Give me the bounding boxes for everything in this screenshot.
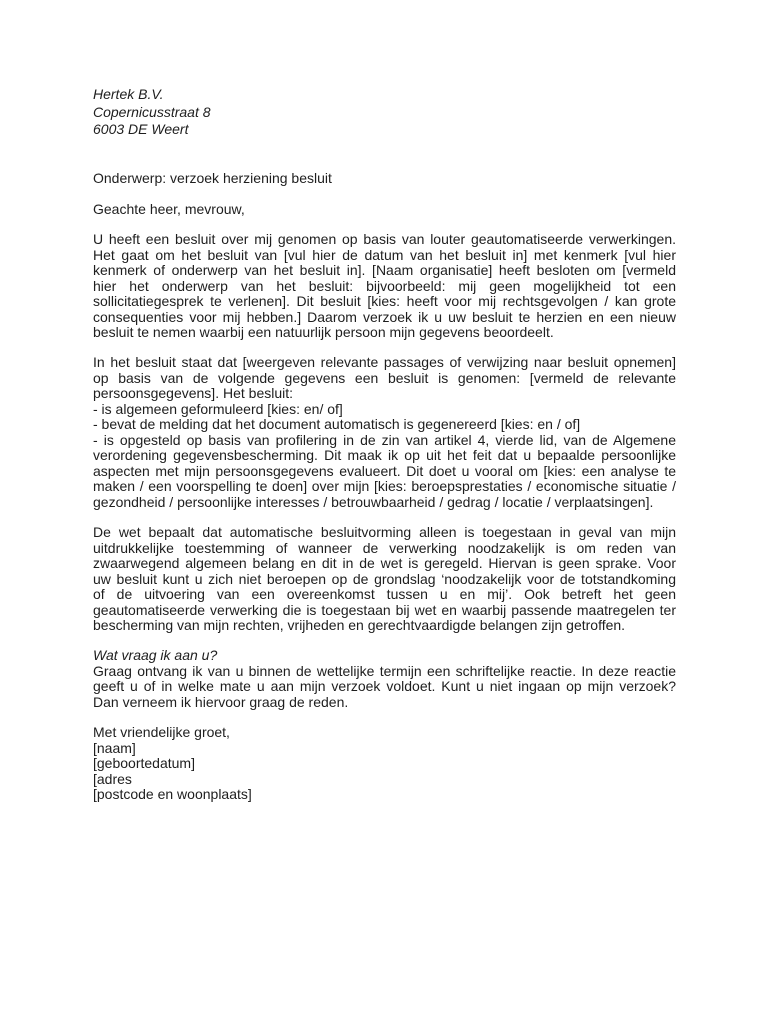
paragraph-line: gezondheid / persoonlijke interesses / betrouwbaarheid / gedrag / locatie / verplaatsingen].: [93, 493, 654, 510]
paragraph-line: sollicitatiegesprek te verlenen]. Dit besluit [kies: heeft voor mij rechtsgevolgen / kan grote: [93, 293, 676, 309]
paragraph-line: verordening gegevensbescherming. Dit maak ik op uit het feit dat u bepaalde persoonlijke: [93, 447, 676, 463]
paragraph-line: zwaarwegend algemeen belang en dit in de wet is geregeld. Hiervan is geen sprake. Voor: [93, 555, 676, 571]
sender-birth-date: [geboortedatum]: [93, 755, 195, 771]
paragraph-line: geautomatiseerde verwerking die is toegestaan bij wet en waarbij passende maatregelen ter: [93, 601, 676, 618]
paragraph-line: Het gaat om het besluit van [vul hier de datum van het besluit in] met kenmerk [vul hier: [93, 246, 676, 263]
recipient-address: [93, 86, 676, 139]
salutation-text: Geachte heer, mevrouw,: [93, 201, 245, 217]
paragraph-line: uw besluit kunt u zich niet beroepen op de grondslag ‘noodzakelijk voor de totstandkoming: [93, 570, 676, 587]
sender-address: [adres: [93, 770, 132, 787]
paragraph-line: Dan verneem ik hiervoor graag de reden.: [93, 693, 349, 710]
recipient-postal-city: 6003 DE Weert: [93, 121, 189, 137]
subject-text: Onderwerp: verzoek herziening besluit: [93, 170, 332, 186]
paragraph-3: [93, 525, 676, 634]
sender-name: [naam]: [93, 739, 136, 756]
paragraph-line: bescherming van mijn rechten, vrijheden en gerechtvaardigde belangen zijn getroffen.: [93, 617, 626, 633]
paragraph-line: of de uitvoering van een overeenkomst tussen u en mij’. Ook betreft het geen: [93, 586, 676, 602]
paragraph-line: Graag ontvang ik van u binnen de wettelijke termijn een schriftelijke reactie. In deze reactie: [93, 662, 676, 679]
paragraph-1: [93, 232, 676, 341]
list-item: - is opgesteld op basis van profilering in de zin van artikel 4, vierde lid, van de Algemene: [93, 431, 676, 448]
question-section: [93, 648, 676, 710]
recipient-street: Copernicusstraat 8: [93, 103, 211, 120]
paragraph-line: In het besluit staat dat [weergeven relevante passages of verwijzing naar besluit opnemen]: [93, 354, 676, 370]
paragraph-line: aspecten met mijn persoonsgegevens evalueert. Dit doet u vooral om [kies: een analyse te: [93, 462, 676, 479]
paragraph-line: hier het onderwerp van het besluit: bijvoorbeeld: mij geen mogelijkheid tot een: [93, 277, 676, 294]
paragraph-line: consequenties voor mij hebben.] Daarom verzoek ik u uw besluit te herzien en een nieuw: [93, 308, 676, 325]
closing: [93, 725, 676, 803]
paragraph-line: persoonsgegevens]. Het besluit:: [93, 385, 294, 401]
recipient-name: Hertek B.V.: [93, 86, 164, 102]
list-item: - is algemeen geformuleerd [kies: en/ of]: [93, 400, 343, 417]
paragraph-line: maken / een voorspelling te doen] over mijn [kies: beroepsprestaties / economische situatie /: [93, 478, 676, 494]
sender-postal-city: [postcode en woonplaats]: [93, 786, 252, 802]
question-heading: Wat vraag ik aan u?: [93, 647, 218, 663]
paragraph-line: besluit te nemen waarbij een natuurlijk persoon mijn gegevens beoordeelt.: [93, 324, 554, 340]
paragraph-line: U heeft een besluit over mij genomen op basis van louter geautomatiseerde verwerkingen.: [93, 231, 676, 247]
subject-line: [93, 171, 676, 187]
salutation: [93, 202, 676, 218]
paragraph-line: De wet bepaalt dat automatische besluitvorming alleen is toegestaan in geval van mijn: [93, 524, 676, 540]
paragraph-line: op basis van de volgende gegevens een besluit is genomen: [vermeld de relevante: [93, 369, 676, 386]
paragraph-line: uitdrukkelijke toestemming of wanneer de verwerking noodzakelijk is om reden van: [93, 539, 676, 556]
paragraph-2: [93, 355, 676, 510]
closing-greeting: Met vriendelijke groet,: [93, 724, 230, 740]
list-item: - bevat de melding dat het document automatisch is gegenereerd [kies: en / of]: [93, 416, 581, 432]
paragraph-line: kenmerk of onderwerp van het besluit in]. [Naam organisatie] heeft besloten om [vermeld: [93, 262, 676, 278]
paragraph-line: geeft u of in welke mate u aan mijn verzoek voldoet. Kunt u niet ingaan op mijn verzoek?: [93, 678, 676, 694]
